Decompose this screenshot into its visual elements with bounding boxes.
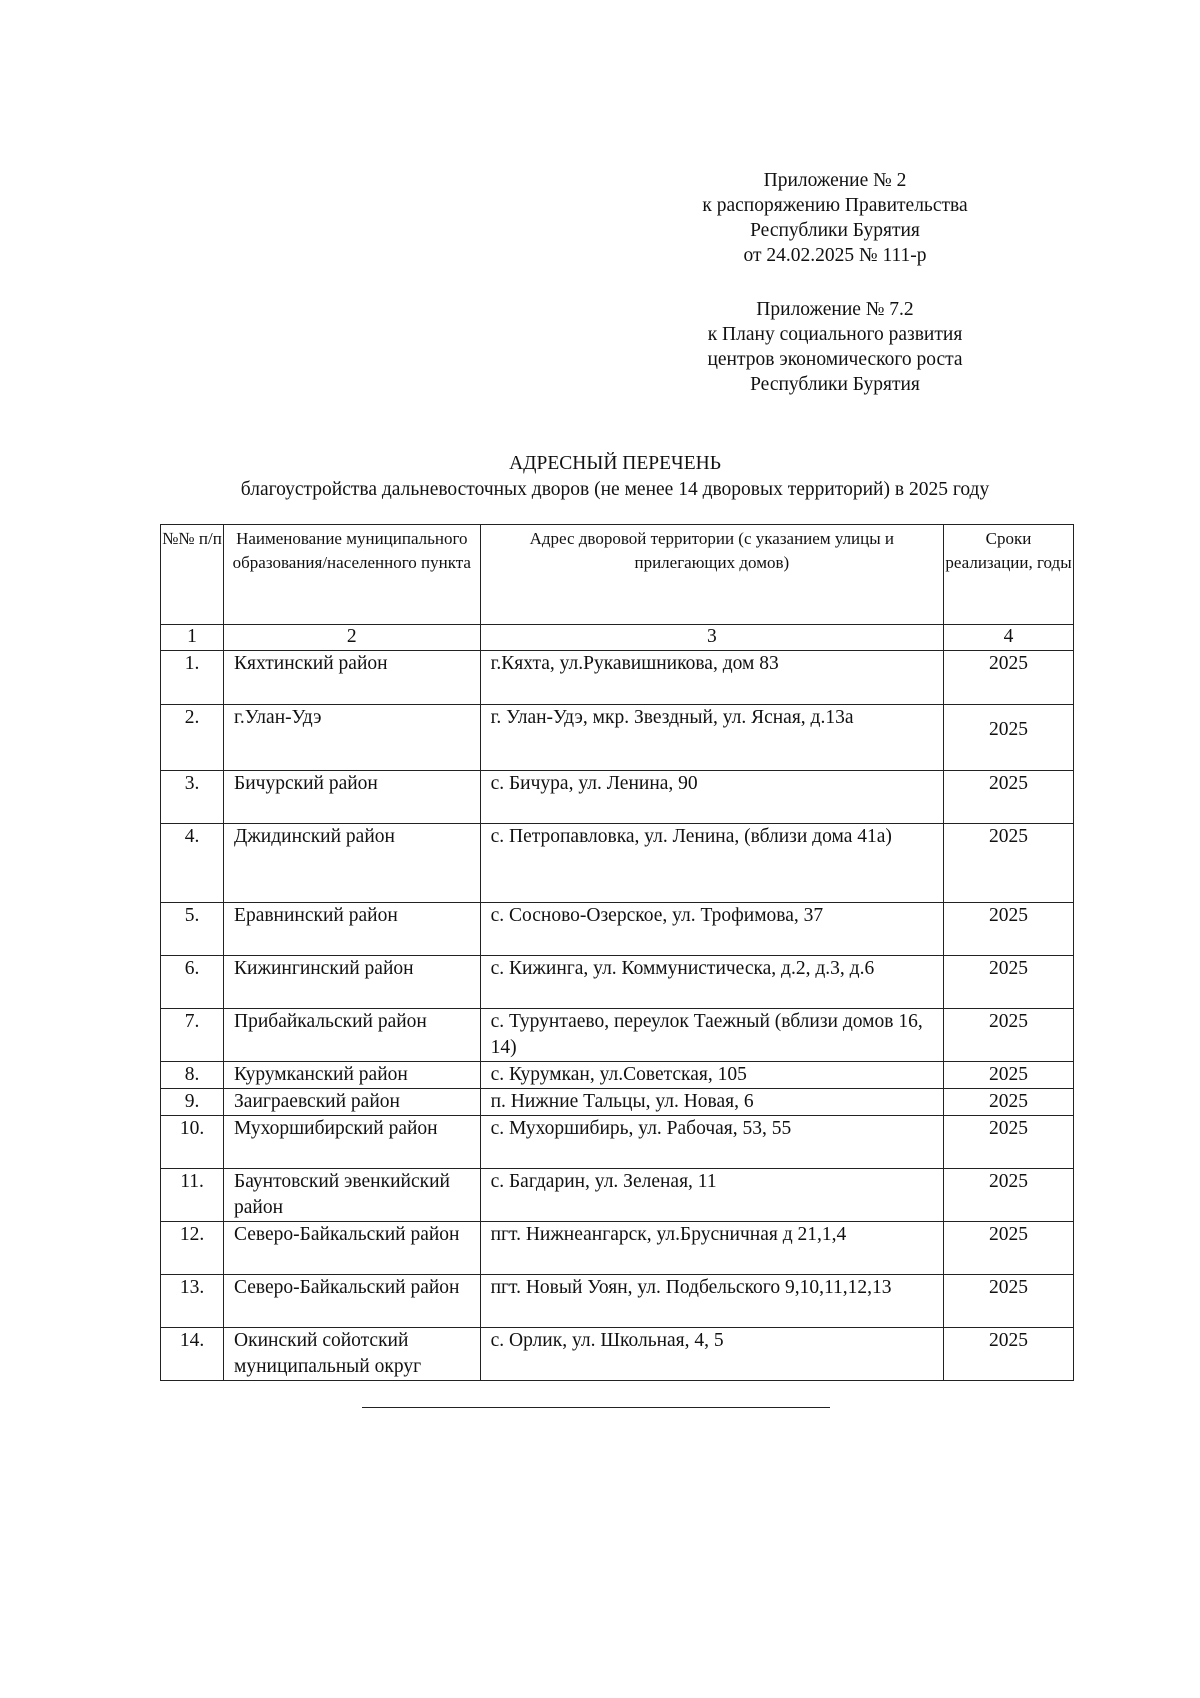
row-year: 2025 <box>944 1089 1074 1116</box>
row-address: с. Петропавловка, ул. Ленина, (вблизи дома 41а) <box>480 824 943 903</box>
row-municipality: Северо-Байкальский район <box>224 1222 481 1275</box>
row-year: 2025 <box>944 771 1074 824</box>
row-address: с. Орлик, ул. Школьная, 4, 5 <box>480 1328 943 1381</box>
row-municipality: Курумканский район <box>224 1062 481 1089</box>
row-address: пгт. Новый Уоян, ул. Подбельского 9,10,11,12,13 <box>480 1275 943 1328</box>
closing-rule <box>362 1407 830 1408</box>
table-row <box>161 771 1074 824</box>
table-row <box>161 1009 1074 1062</box>
table-row <box>161 1089 1074 1116</box>
table-row <box>161 1275 1074 1328</box>
table-row <box>161 903 1074 956</box>
row-year: 2025 <box>944 651 1074 705</box>
column-number: 2 <box>224 625 481 651</box>
row-year: 2025 <box>944 1222 1074 1275</box>
annex-line: Приложение № 7.2 <box>756 299 914 320</box>
document-subtitle: благоустройства дальневосточных дворов (не менее 14 дворовых территорий) в 2025 году <box>240 479 990 500</box>
row-number: 6. <box>161 956 224 1009</box>
row-address: с. Кижинга, ул. Коммунистическа, д.2, д.3, д.6 <box>480 956 943 1009</box>
row-number: 5. <box>161 903 224 956</box>
column-number: 4 <box>944 625 1074 651</box>
row-number: 11. <box>161 1169 224 1222</box>
annex-line: центров экономического роста <box>707 349 963 370</box>
annex-line: к Плану социального развития <box>707 324 963 345</box>
row-number: 4. <box>161 824 224 903</box>
row-number: 2. <box>161 705 224 771</box>
row-municipality: Прибайкальский район <box>224 1009 481 1062</box>
document-title: АДРЕСНЫЙ ПЕРЕЧЕНЬ <box>509 453 721 474</box>
annex-7-2-header <box>640 297 1030 397</box>
row-year: 2025 <box>944 705 1074 771</box>
table-row <box>161 1116 1074 1169</box>
row-number: 8. <box>161 1062 224 1089</box>
row-address: с. Курумкан, ул.Советская, 105 <box>480 1062 943 1089</box>
table-row <box>161 1062 1074 1089</box>
row-number: 7. <box>161 1009 224 1062</box>
row-municipality: Джидинский район <box>224 824 481 903</box>
row-number: 1. <box>161 651 224 705</box>
header-address: Адрес дворовой территории (с указанием улицы и прилегающих домов) <box>480 525 943 625</box>
row-municipality: Северо-Байкальский район <box>224 1275 481 1328</box>
row-municipality: Мухоршибирский район <box>224 1116 481 1169</box>
annex-line: Республики Бурятия <box>750 220 920 241</box>
row-municipality: Кяхтинский район <box>224 651 481 705</box>
row-year: 2025 <box>944 1328 1074 1381</box>
table-row <box>161 1169 1074 1222</box>
row-number: 14. <box>161 1328 224 1381</box>
annex-line: Республики Бурятия <box>750 374 920 395</box>
table-header-row <box>161 525 1074 625</box>
row-year: 2025 <box>944 1116 1074 1169</box>
header-deadline: Сроки реализации, годы <box>944 525 1074 625</box>
row-address: с. Сосново-Озерское, ул. Трофимова, 37 <box>480 903 943 956</box>
row-year: 2025 <box>944 1169 1074 1222</box>
row-year: 2025 <box>944 1275 1074 1328</box>
row-year: 2025 <box>944 824 1074 903</box>
annex-line: от 24.02.2025 № 111-р <box>743 245 927 266</box>
row-year: 2025 <box>944 1062 1074 1089</box>
row-number: 12. <box>161 1222 224 1275</box>
annex-line: к распоряжению Правительства <box>702 195 968 216</box>
row-address: п. Нижние Тальцы, ул. Новая, 6 <box>480 1089 943 1116</box>
annex-line: Приложение № 2 <box>763 170 907 191</box>
row-municipality: Окинский сойотский муниципальный округ <box>224 1328 481 1381</box>
row-address: г. Улан-Удэ, мкр. Звездный, ул. Ясная, д.13а <box>480 705 943 771</box>
address-list-table <box>160 524 1074 1381</box>
table-row <box>161 1328 1074 1381</box>
column-number: 3 <box>480 625 943 651</box>
row-municipality: г.Улан-Удэ <box>224 705 481 771</box>
row-address: с. Багдарин, ул. Зеленая, 11 <box>480 1169 943 1222</box>
row-municipality: Заиграевский район <box>224 1089 481 1116</box>
column-number-row <box>161 625 1074 651</box>
table-row <box>161 705 1074 771</box>
row-number: 13. <box>161 1275 224 1328</box>
annex-2-header <box>640 168 1030 268</box>
row-number: 3. <box>161 771 224 824</box>
row-municipality: Еравнинский район <box>224 903 481 956</box>
row-address: г.Кяхта, ул.Рукавишникова, дом 83 <box>480 651 943 705</box>
column-number: 1 <box>161 625 224 651</box>
table-row <box>161 651 1074 705</box>
row-number: 10. <box>161 1116 224 1169</box>
row-municipality: Баунтовский эвенкийский район <box>224 1169 481 1222</box>
table-row <box>161 824 1074 903</box>
row-municipality: Бичурский район <box>224 771 481 824</box>
row-address: с. Мухоршибирь, ул. Рабочая, 53, 55 <box>480 1116 943 1169</box>
header-number: №№ п/п <box>161 525 224 625</box>
row-year: 2025 <box>944 956 1074 1009</box>
row-year: 2025 <box>944 1009 1074 1062</box>
row-municipality: Кижингинский район <box>224 956 481 1009</box>
table-row <box>161 1222 1074 1275</box>
row-address: с. Турунтаево, переулок Таежный (вблизи домов 16, 14) <box>480 1009 943 1062</box>
row-year: 2025 <box>944 903 1074 956</box>
row-address: с. Бичура, ул. Ленина, 90 <box>480 771 943 824</box>
table-row <box>161 956 1074 1009</box>
row-number: 9. <box>161 1089 224 1116</box>
row-address: пгт. Нижнеангарск, ул.Брусничная д 21,1,4 <box>480 1222 943 1275</box>
header-municipality: Наименование муниципального образования/населенного пункта <box>224 525 481 625</box>
